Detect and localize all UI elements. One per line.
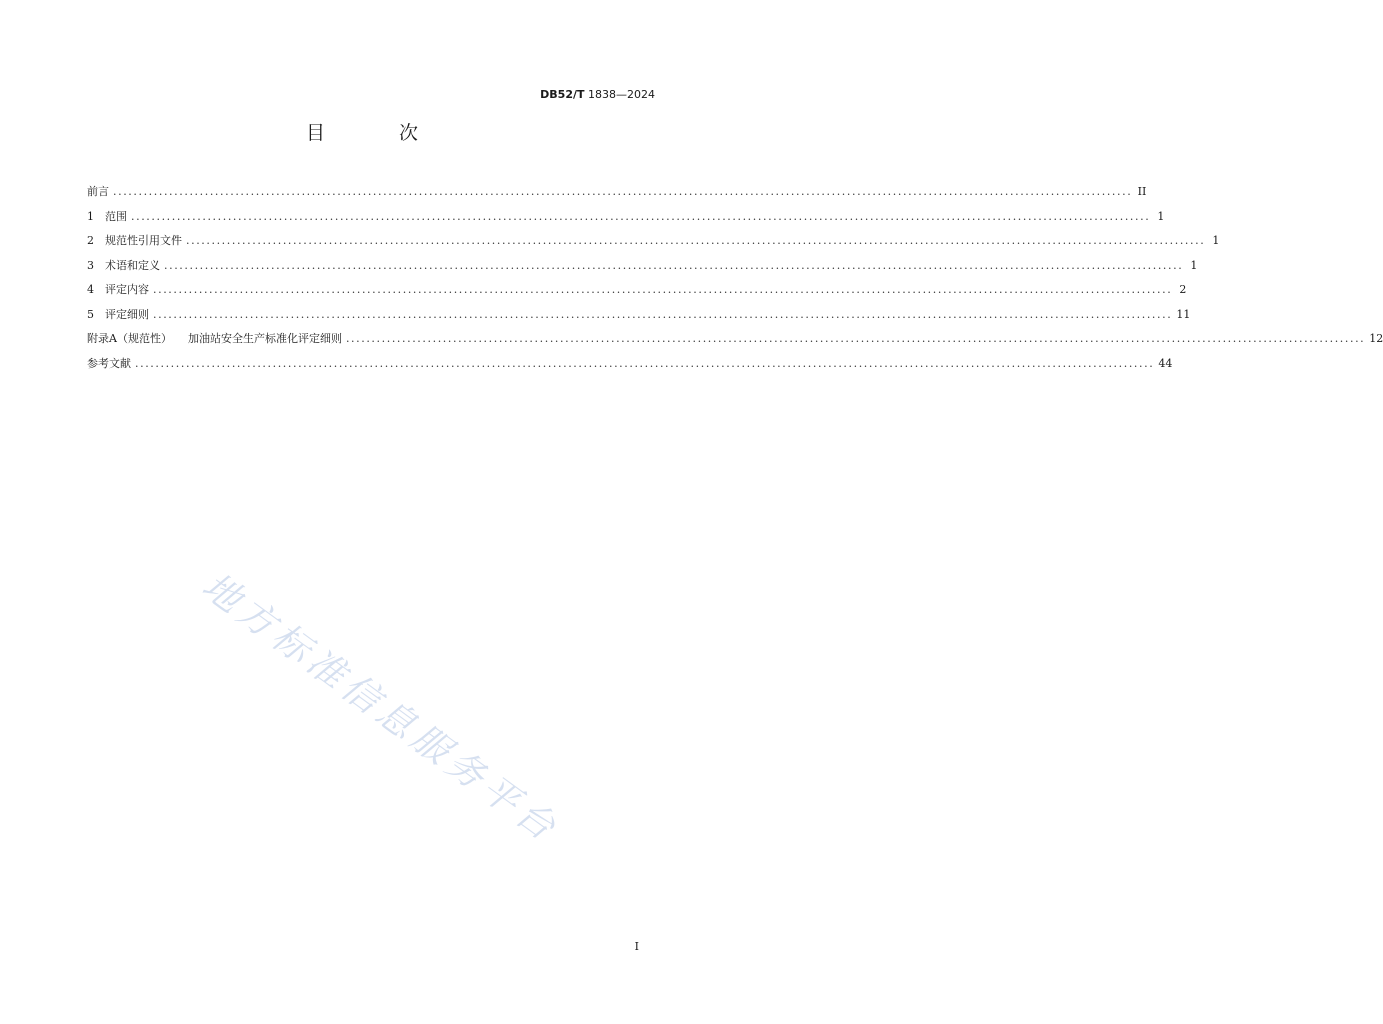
toc-page-number: 1 xyxy=(1157,209,1165,223)
document-code-number: 1838—2024 xyxy=(588,88,655,101)
table-of-contents xyxy=(87,180,1383,376)
toc-number: 5 xyxy=(87,307,94,321)
document-code xyxy=(540,88,655,101)
toc-leader: ........................................................................................................................................................................................................ xyxy=(131,209,1151,223)
toc-number: 4 xyxy=(87,283,94,296)
toc-label: 评定内容 xyxy=(105,283,149,296)
toc-page-number: 11 xyxy=(1176,307,1191,321)
toc-page-number: 2 xyxy=(1179,283,1187,296)
toc-row-scope[interactable] xyxy=(87,205,1165,230)
toc-label: 评定细则 xyxy=(105,307,149,321)
toc-page-number: 1 xyxy=(1190,258,1198,272)
toc-row-bibliography[interactable] xyxy=(87,352,1173,377)
toc-number: 2 xyxy=(87,234,94,247)
toc-page-number: 12 xyxy=(1369,332,1383,345)
toc-label: 附录A（规范性） xyxy=(87,332,172,345)
toc-label: 参考文献 xyxy=(87,356,131,370)
toc-page-number: II xyxy=(1137,185,1147,198)
toc-page-number: 44 xyxy=(1158,356,1173,370)
page-title: 目 次 xyxy=(305,122,453,144)
toc-label: 范围 xyxy=(105,209,127,223)
toc-row-terms-definitions[interactable] xyxy=(87,254,1198,279)
toc-page-number: 1 xyxy=(1212,234,1220,247)
toc-number: 1 xyxy=(87,209,94,223)
toc-leader: ........................................................................................................................................................................................................ xyxy=(345,332,1366,345)
toc-label: 前言 xyxy=(87,185,109,198)
toc-row-preface[interactable] xyxy=(87,180,1147,205)
toc-leader: ........................................................................................................................................................................................................ xyxy=(153,283,1173,296)
document-code-prefix: DB52/T xyxy=(540,88,585,101)
toc-leader: ........................................................................................................................................................................................................ xyxy=(164,258,1184,272)
toc-label: 规范性引用文件 xyxy=(105,234,182,247)
toc-leader: ........................................................................................................................................................................................................ xyxy=(153,307,1173,321)
toc-row-normative-references[interactable] xyxy=(87,229,1220,254)
toc-leader: ........................................................................................................................................................................................................ xyxy=(186,234,1206,247)
toc-number: 3 xyxy=(87,258,94,272)
toc-row-evaluation-content[interactable] xyxy=(87,278,1187,303)
toc-row-appendix-a[interactable] xyxy=(87,327,1383,352)
toc-leader: ........................................................................................................................................................................................................ xyxy=(113,185,1133,198)
toc-label: 术语和定义 xyxy=(105,258,160,272)
toc-leader: ........................................................................................................................................................................................................ xyxy=(135,356,1155,370)
page-number: I xyxy=(634,940,639,953)
watermark: 地方标准信息服务平台 xyxy=(194,564,568,852)
toc-label-secondary: 加油站安全生产标准化评定细则 xyxy=(187,332,342,345)
toc-row-evaluation-rules[interactable] xyxy=(87,303,1191,328)
